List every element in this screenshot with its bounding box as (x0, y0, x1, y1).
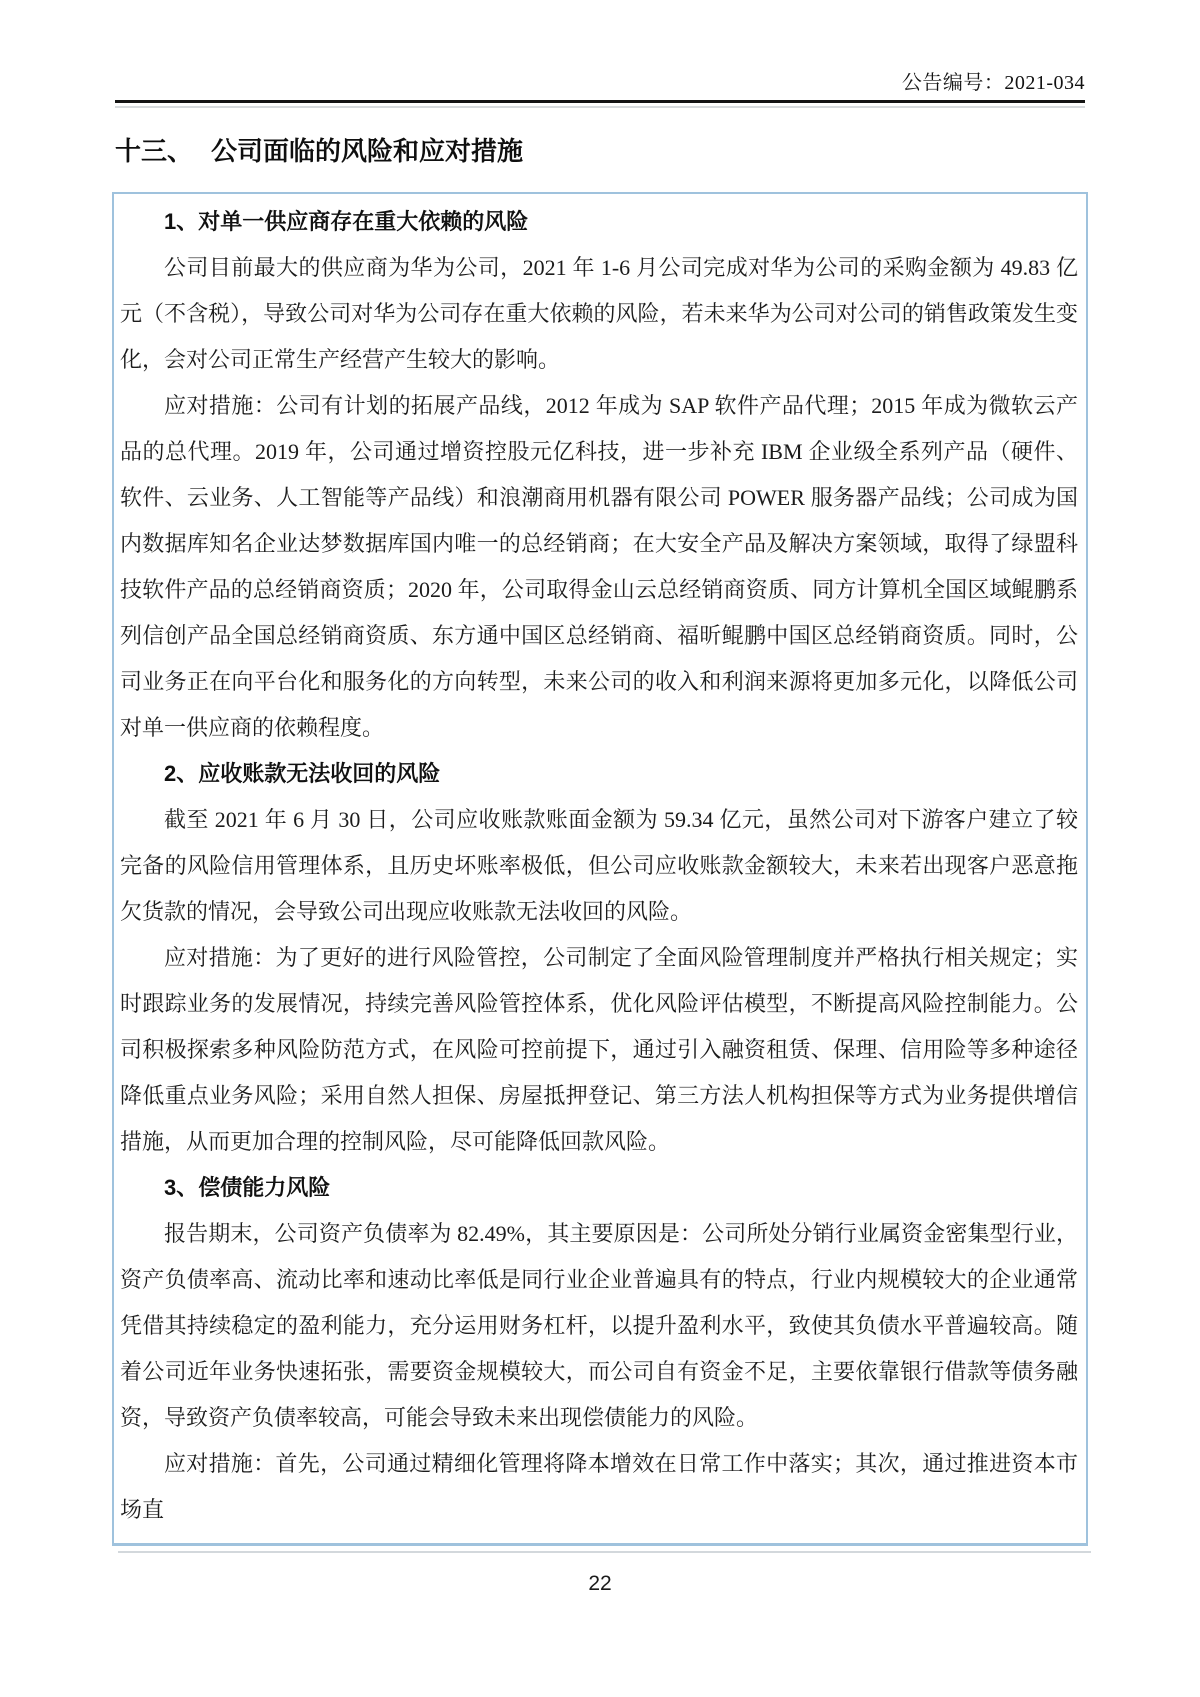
header-rule-shadow (115, 106, 1085, 108)
header-rule (115, 100, 1085, 103)
risk-paragraph: 公司目前最大的供应商为华为公司，2021 年 1-6 月公司完成对华为公司的采购金额为 49.83 亿元（不含税），导致公司对华为公司存在重大依赖的风险，若未来华为公司对公司的销售政策发生变化，会对公司正常生产经营产生较大的影响。 (120, 255, 1078, 372)
risk-paragraph: 应对措施：首先，公司通过精细化管理将降本增效在日常工作中落实；其次，通过推进资本市场直 (120, 1451, 1078, 1522)
risk-box (112, 192, 1088, 1546)
risk-paragraph: 应对措施：为了更好的进行风险管控，公司制定了全面风险管理制度并严格执行相关规定；实时跟踪业务的发展情况，持续完善风险管控体系，优化风险评估模型，不断提高风险控制能力。公司积极探索多种风险防范方式，在风险可控前提下，通过引入融资租赁、保理、信用险等多种途径降低重点业务风险；采用自然人担保、房屋抵押登记、第三方法人机构担保等方式为业务提供增信措施，从而更加合理的控制风险，尽可能降低回款风险。 (120, 945, 1078, 1154)
risk-section-heading: 3、偿债能力风险 (164, 1175, 331, 1200)
risk-section-heading: 1、对单一供应商存在重大依赖的风险 (164, 209, 529, 234)
risk-section (120, 199, 1078, 751)
announcement-number: 公告编号：2021-034 (901, 72, 1085, 94)
page-title (115, 134, 1085, 168)
risk-paragraph: 应对措施：公司有计划的拓展产品线，2012 年成为 SAP 软件产品代理；2015 年成为微软云产品的总代理。2019 年，公司通过增资控股元亿科技，进一步补充 IBM 企业级全系列产品（硬件、软件、云业务、人工智能等产品线）和浪潮商用机器有限公司 POWER 服务器产品线；公司成为国内数据库知名企业达梦数据库国内唯一的总经销商；在大安全产品及解决方案领域，取得了绿盟科技软件产品的总经销商资质；2020 年，公司取得金山云总经销商资质、同方计算机全国区域鲲鹏系列信创产品全国总经销商资质、东方通中国区总经销商、福昕鲲鹏中国区总经销商资质。同时，公司业务正在向平台化和服务化的方向转型，未来公司的收入和利润来源将更加多元化，以降低公司对单一供应商的依赖程度。 (120, 393, 1078, 740)
risk-paragraph: 报告期末，公司资产负债率为 82.49%，其主要原因是：公司所处分销行业属资金密集型行业，资产负债率高、流动比率和速动比率低是同行业企业普遍具有的特点，行业内规模较大的企业通常凭借其持续稳定的盈利能力，充分运用财务杠杆，以提升盈利水平，致使其负债水平普遍较高。随着公司近年业务快速拓张，需要资金规模较大，而公司自有资金不足，主要依靠银行借款等债务融资，导致资产负债率较高，可能会导致未来出现偿债能力的风险。 (120, 1221, 1078, 1430)
page-title-text: 公司面临的风险和应对措施 (211, 136, 524, 166)
risk-section-heading: 2、应收账款无法收回的风险 (164, 761, 441, 786)
risk-section (120, 1165, 1078, 1533)
page-header (115, 0, 1085, 108)
risk-paragraph: 截至 2021 年 6 月 30 日，公司应收账款账面金额为 59.34 亿元，虽然公司对下游客户建立了较完备的风险信用管理体系，且历史坏账率极低，但公司应收账款金额较大，未来若出现客户恶意拖欠货款的情况，会导致公司出现应收账款无法收回的风险。 (120, 807, 1078, 924)
page-title-number: 十三、 (115, 136, 194, 166)
risk-section (120, 751, 1078, 1165)
page-number: 22 (588, 1572, 612, 1595)
